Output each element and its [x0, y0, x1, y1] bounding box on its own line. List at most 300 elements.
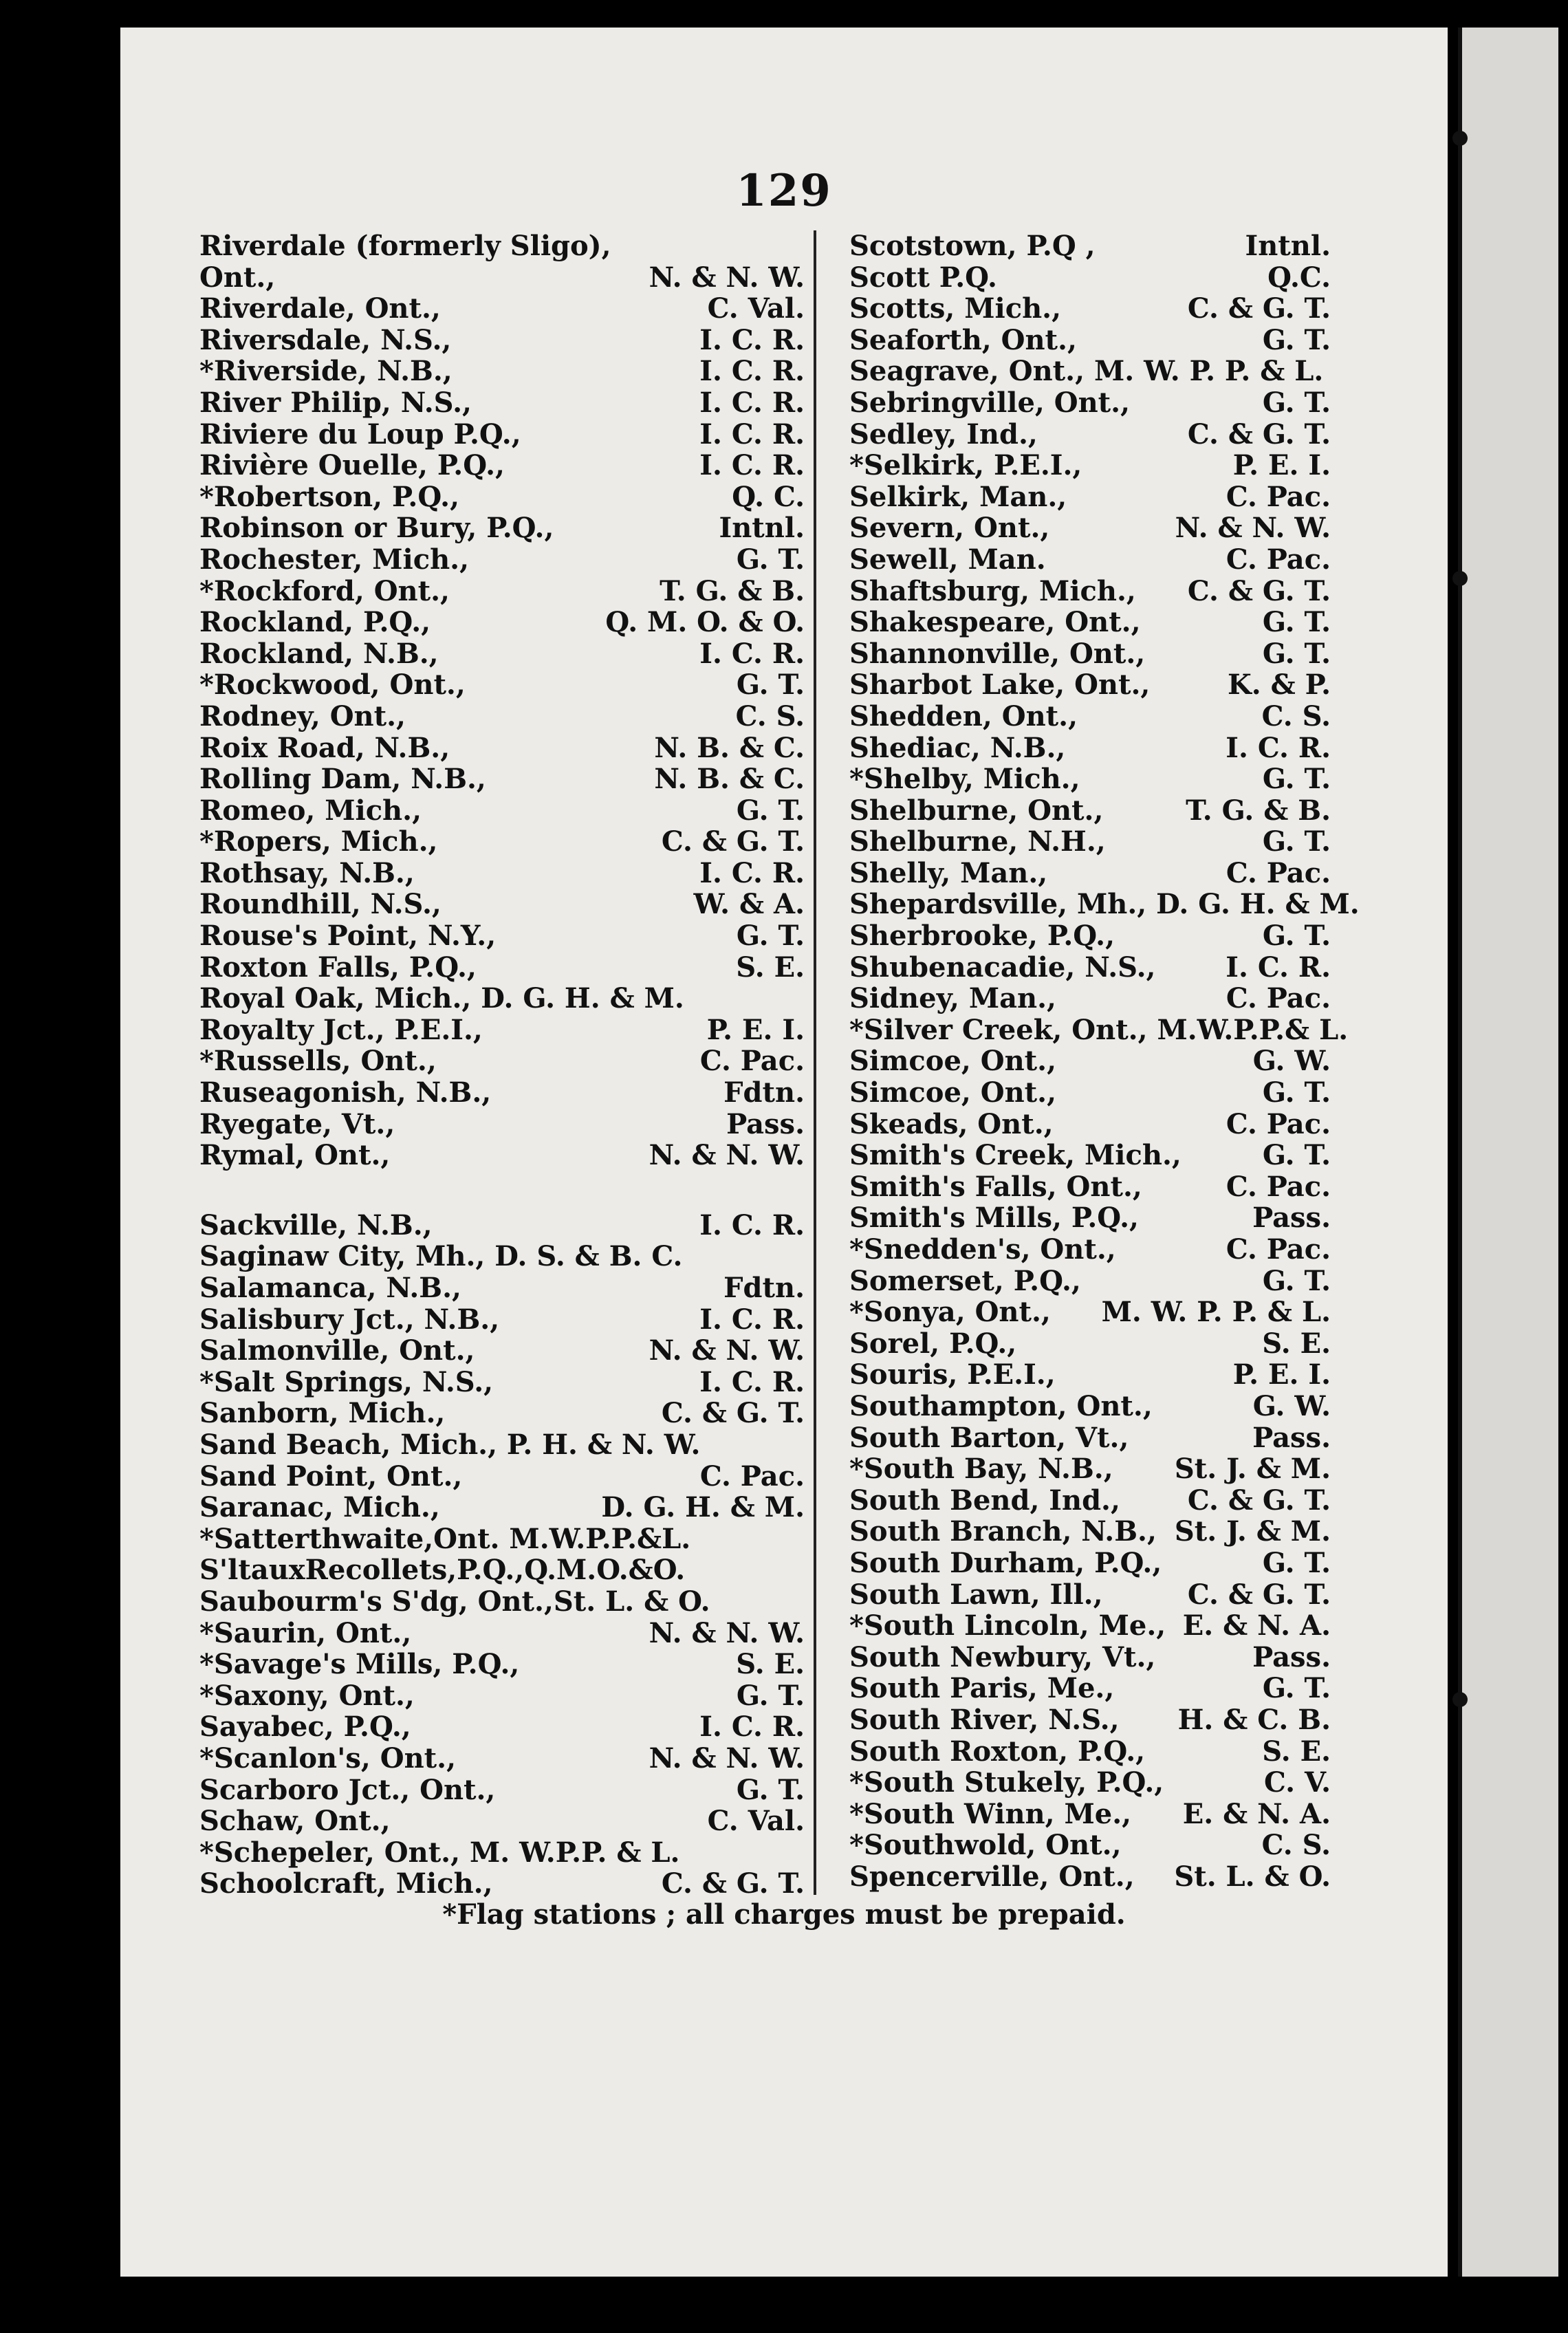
railway-code: I. C. R.: [1226, 951, 1331, 984]
station-name: Shubenacadie, N.S.,: [849, 951, 1156, 984]
left-station-column: [199, 230, 805, 1900]
station-name: *Robertson, P.Q.,: [199, 480, 460, 513]
station-name: Shediac, N.B.,: [849, 731, 1066, 764]
railway-code: C. & G. T.: [1187, 1578, 1331, 1611]
railway-code: [796, 983, 805, 1014]
railway-code: I. C. R.: [699, 856, 805, 889]
station-entry: [849, 1013, 1349, 1046]
column-divider: [814, 230, 816, 1895]
station-entry: [199, 1367, 805, 1398]
railway-code: N. & N. W.: [649, 1741, 805, 1775]
station-entry: [849, 1296, 1331, 1328]
station-name: Sayabec, P.Q.,: [199, 1711, 411, 1744]
station-entry: [849, 230, 1331, 262]
station-entry: [199, 1618, 805, 1649]
station-entry: [199, 450, 805, 481]
station-name: Salisbury Jct., N.B.,: [199, 1303, 500, 1336]
station-name: Riverdale, Ont.,: [199, 292, 441, 325]
station-entry: [199, 262, 805, 294]
station-name: *Rockford, Ont.,: [199, 574, 450, 607]
railway-code: C. V.: [1264, 1766, 1331, 1799]
station-name: Simcoe, Ont.,: [849, 1045, 1056, 1078]
station-entry: [199, 1868, 805, 1900]
railway-code: [1360, 889, 1368, 920]
station-entry: [849, 1799, 1331, 1830]
station-name: Seagrave, Ont., M. W. P. P. & L.: [849, 355, 1324, 388]
station-entry: [199, 669, 805, 701]
station-name: Somerset, P.Q.,: [849, 1264, 1081, 1297]
station-entry: [199, 481, 805, 513]
railway-code: C. & G. T.: [661, 1397, 805, 1430]
station-entry: [849, 1830, 1331, 1861]
railway-code: S. E.: [1262, 1735, 1331, 1768]
station-entry: [199, 733, 805, 764]
station-name: Rockland, P.Q.,: [199, 606, 431, 639]
railway-code: I. C. R.: [699, 417, 805, 451]
railway-code: S. E.: [1262, 1327, 1331, 1360]
station-name: South Paris, Me.,: [849, 1672, 1115, 1705]
station-name: Shelburne, Ont.,: [849, 794, 1104, 827]
station-entry: [199, 1272, 805, 1304]
station-name: South Barton, Vt.,: [849, 1421, 1129, 1454]
station-name: Simcoe, Ont.,: [849, 1076, 1056, 1109]
station-entry: [849, 419, 1331, 451]
station-name: Sorel, P.Q.,: [849, 1327, 1017, 1360]
railway-code: G. T.: [1262, 920, 1331, 953]
station-name: Sewell, Man.: [849, 543, 1046, 576]
railway-code: G. T.: [1262, 1076, 1331, 1109]
railway-code: C. S.: [735, 699, 805, 733]
station-entry: [849, 544, 1331, 576]
railway-code: E. & N. A.: [1182, 1609, 1331, 1642]
station-entry: [849, 387, 1331, 419]
railway-code: T. G. & B.: [660, 574, 805, 607]
railway-code: G. T.: [1262, 825, 1331, 858]
station-name: *Rockwood, Ont.,: [199, 669, 466, 702]
station-name: *Savage's Mills, P.Q.,: [199, 1648, 520, 1681]
station-name: Shepardsville, Mh., D. G. H. & M.: [849, 888, 1360, 921]
station-entry: [849, 1359, 1331, 1391]
right-station-column: [849, 230, 1360, 1893]
railway-code: I. C. R.: [699, 323, 805, 356]
station-name: South River, N.S.,: [849, 1703, 1120, 1736]
station-entry: [199, 952, 805, 984]
railway-code: G. T.: [1262, 763, 1331, 796]
railway-code: [796, 1429, 805, 1461]
binding-mark: [1452, 1692, 1468, 1707]
station-entry: [199, 858, 805, 889]
station-entry: [849, 1140, 1331, 1171]
railway-code: S. E.: [736, 1648, 805, 1681]
railway-code: I. C. R.: [699, 1208, 805, 1241]
railway-code: C. & G. T.: [1187, 417, 1331, 451]
station-name: Shedden, Ont.,: [849, 699, 1078, 733]
railway-code: C. Pac.: [1226, 856, 1331, 889]
railway-code: C. Val.: [707, 1805, 805, 1838]
station-name: Saginaw City, Mh., D. S. & B. C.: [199, 1240, 683, 1273]
station-name: South Bend, Ind.,: [849, 1484, 1120, 1517]
station-entry: [199, 544, 805, 576]
station-name: Scott P.Q.: [849, 261, 997, 294]
railway-code: W. & A.: [693, 888, 805, 921]
station-entry: [199, 763, 805, 795]
station-entry: [849, 638, 1331, 670]
station-name: *Scanlon's, Ont.,: [199, 1741, 456, 1775]
station-entry: [199, 576, 805, 607]
railway-code: P. E. I.: [1232, 449, 1331, 482]
station-entry: [199, 325, 805, 356]
station-name: Shakespeare, Ont.,: [849, 606, 1141, 639]
railway-code: H. & C. B.: [1177, 1703, 1331, 1736]
station-entry: [199, 1523, 805, 1555]
station-entry: [849, 1736, 1331, 1768]
railway-code: C. Pac.: [1226, 480, 1331, 513]
railway-code: C. Val.: [707, 292, 805, 325]
station-name: Ont.,: [199, 261, 276, 294]
railway-code: I. C. R.: [699, 1711, 805, 1744]
station-entry: [199, 701, 805, 733]
station-entry: [849, 888, 1360, 921]
railway-code: G. T.: [736, 920, 805, 953]
station-name: Sidney, Man.,: [849, 982, 1056, 1015]
railway-code: G. T.: [1262, 606, 1331, 639]
station-entry: [199, 889, 805, 920]
station-entry: [849, 262, 1331, 294]
station-entry: [849, 952, 1331, 984]
station-entry: [849, 733, 1331, 764]
station-name: S'ltauxRecollets,P.Q.,Q.M.O.&O.: [199, 1554, 686, 1587]
station-name: *Selkirk, P.E.I.,: [849, 449, 1082, 482]
railway-code: G. W.: [1252, 1045, 1331, 1078]
railway-code: N. & N. W.: [1175, 512, 1331, 545]
station-entry: [199, 356, 805, 387]
railway-code: I. C. R.: [699, 1303, 805, 1336]
railway-code: G. T.: [1262, 1139, 1331, 1172]
station-entry: [849, 481, 1331, 513]
station-entry: [199, 387, 805, 419]
station-entry: [849, 1234, 1331, 1266]
station-name: Riverdale (formerly Sligo),: [199, 230, 611, 262]
railway-code: Pass.: [726, 1107, 805, 1140]
station-name: Roix Road, N.B.,: [199, 731, 450, 764]
railway-code: [796, 1523, 805, 1555]
railway-code: St. J. & M.: [1174, 1453, 1331, 1486]
station-entry: [199, 1335, 805, 1367]
station-entry: [849, 1485, 1331, 1517]
station-entry: [199, 1140, 805, 1171]
station-entry: [849, 1548, 1331, 1579]
station-name: Rivière Ouelle, P.Q.,: [199, 449, 505, 482]
station-entry: [199, 1711, 805, 1743]
railway-code: Fdtn.: [723, 1076, 805, 1109]
station-entry: [849, 1453, 1331, 1485]
station-entry: [849, 1109, 1331, 1140]
station-name: South Lawn, Ill.,: [849, 1578, 1103, 1611]
station-entry: [849, 763, 1331, 795]
station-name: South Branch, N.B.,: [849, 1515, 1157, 1548]
station-name: Selkirk, Man.,: [849, 480, 1067, 513]
railway-code: P. E. I.: [706, 1013, 805, 1046]
station-name: Seaforth, Ont.,: [849, 323, 1077, 356]
footnote: *Flag stations ; all charges must be prepaid.: [442, 1898, 1126, 1931]
station-entry: [849, 1328, 1331, 1360]
station-name: *South Winn, Me.,: [849, 1797, 1132, 1830]
station-entry: [199, 1680, 805, 1712]
station-entry: [199, 1241, 805, 1272]
railway-code: Pass.: [1252, 1640, 1331, 1673]
station-entry: [199, 1398, 805, 1429]
railway-code: C. & G. T.: [661, 825, 805, 858]
station-name: Roundhill, N.S.,: [199, 888, 442, 921]
railway-code: N. & N. W.: [649, 1139, 805, 1172]
station-name: Ryegate, Vt.,: [199, 1107, 395, 1140]
station-name: Schaw, Ont.,: [199, 1805, 391, 1838]
railway-code: Q.C.: [1267, 261, 1331, 294]
station-name: Sharbot Lake, Ont.,: [849, 669, 1151, 702]
station-name: *Satterthwaite,Ont. M.W.P.P.&L.: [199, 1522, 691, 1555]
station-name: Sand Beach, Mich., P. H. & N. W.: [199, 1428, 701, 1461]
station-entry: [199, 1743, 805, 1775]
station-name: *Schepeler, Ont., M. W.P.P. & L.: [199, 1836, 680, 1869]
station-entry: [849, 356, 1331, 387]
station-name: Sebringville, Ont.,: [849, 386, 1131, 419]
station-entry: [199, 1649, 805, 1680]
railway-code: G. T.: [1262, 1264, 1331, 1297]
railway-code: G. T.: [736, 794, 805, 827]
station-name: Sedley, Ind.,: [849, 417, 1038, 451]
station-name: Scotts, Mich.,: [849, 292, 1062, 325]
station-name: Rochester, Mich.,: [199, 543, 470, 576]
station-name: Rothsay, N.B.,: [199, 856, 415, 889]
station-entry: [849, 1171, 1331, 1203]
station-entry: [199, 230, 805, 262]
station-entry: [199, 419, 805, 451]
station-entry: [849, 1266, 1331, 1297]
station-entry: [199, 1586, 805, 1618]
railway-code: G. T.: [1262, 1546, 1331, 1579]
station-entry: [199, 1805, 805, 1837]
station-name: *Southwold, Ont.,: [849, 1829, 1122, 1862]
railway-code: C. Pac.: [1226, 543, 1331, 576]
station-name: *Saxony, Ont.,: [199, 1679, 415, 1712]
railway-code: I. C. R.: [1226, 731, 1331, 764]
station-entry: [849, 920, 1331, 952]
railway-code: C. S.: [1261, 1829, 1331, 1862]
station-entry: [849, 1516, 1331, 1548]
railway-code: N. B. & C.: [654, 731, 805, 764]
facing-page-edge: [1458, 28, 1558, 2277]
railway-code: Q. M. O. & O.: [605, 606, 805, 639]
station-entry: [849, 858, 1331, 889]
station-name: Skeads, Ont.,: [849, 1107, 1054, 1140]
railway-code: C. Pac.: [1226, 1233, 1331, 1266]
station-name: Robinson or Bury, P.Q.,: [199, 512, 554, 545]
railway-code: C. & G. T.: [1187, 574, 1331, 607]
station-name: Sanborn, Mich.,: [199, 1397, 446, 1430]
station-name: Salmonville, Ont.,: [199, 1334, 475, 1367]
station-name: Royal Oak, Mich., D. G. H. & M.: [199, 982, 684, 1015]
railway-code: [796, 230, 805, 262]
railway-code: G. T.: [736, 669, 805, 702]
station-entry: [849, 1767, 1331, 1799]
railway-code: N. B. & C.: [654, 763, 805, 796]
station-entry: [849, 1202, 1331, 1234]
station-name: Rodney, Ont.,: [199, 699, 406, 733]
station-name: *South Bay, N.B.,: [849, 1453, 1113, 1486]
station-entry: [199, 1429, 805, 1461]
station-name: Smith's Creek, Mich.,: [849, 1139, 1182, 1172]
station-entry: [849, 325, 1331, 356]
railway-code: G. W.: [1252, 1389, 1331, 1422]
station-entry: [849, 607, 1331, 638]
station-name: Saubourm's S'dg, Ont.,St. L. & O.: [199, 1585, 710, 1618]
railway-code: C. & G. T.: [661, 1867, 805, 1900]
railway-code: C. Pac.: [699, 1460, 805, 1493]
station-name: Riversdale, N.S.,: [199, 323, 452, 356]
station-entry: [849, 512, 1331, 544]
station-entry: [849, 983, 1331, 1014]
page-number: 129: [736, 165, 832, 217]
station-name: Souris, P.E.I.,: [849, 1358, 1056, 1391]
railway-code: I. C. R.: [699, 386, 805, 419]
station-entry: [199, 1045, 805, 1077]
railway-code: I. C. R.: [699, 449, 805, 482]
railway-code: N. & N. W.: [649, 261, 805, 294]
station-name: Schoolcraft, Mich.,: [199, 1867, 493, 1900]
station-entry: [849, 576, 1331, 607]
railway-code: C. Pac.: [1226, 982, 1331, 1015]
station-entry: [199, 1210, 805, 1241]
station-name: Royalty Jct., P.E.I.,: [199, 1013, 483, 1046]
station-name: Smith's Mills, P.Q.,: [849, 1202, 1139, 1235]
railway-code: C. & G. T.: [1187, 1484, 1331, 1517]
station-entry: [199, 1554, 805, 1586]
station-entry: [849, 1579, 1331, 1611]
railway-code: G. T.: [1262, 323, 1331, 356]
station-name: Riviere du Loup P.Q.,: [199, 417, 521, 451]
station-name: *South Lincoln, Me.,: [849, 1609, 1166, 1642]
railway-code: G. T.: [1262, 1672, 1331, 1705]
station-name: *Shelby, Mich.,: [849, 763, 1080, 796]
station-entry: [849, 826, 1331, 858]
station-entry: [849, 450, 1331, 481]
station-entry: [849, 1422, 1331, 1454]
station-entry: [199, 638, 805, 670]
station-entry: [199, 1109, 805, 1140]
station-entry: [199, 1304, 805, 1336]
station-entry: [199, 826, 805, 858]
station-name: Rouse's Point, N.Y.,: [199, 920, 497, 953]
station-name: Smith's Falls, Ont.,: [849, 1170, 1142, 1203]
station-entry: [849, 1673, 1331, 1704]
station-name: Romeo, Mich.,: [199, 794, 422, 827]
railway-code: M. W. P. P. & L.: [1101, 1296, 1331, 1329]
station-name: Scotstown, P.Q ,: [849, 230, 1096, 262]
railway-code: I. C. R.: [699, 355, 805, 388]
railway-code: I. C. R.: [699, 637, 805, 670]
station-entry: [199, 1775, 805, 1806]
station-entry: [199, 607, 805, 638]
station-name: Shelly, Man.,: [849, 856, 1048, 889]
railway-code: C. Pac.: [1226, 1170, 1331, 1203]
railway-code: C. Pac.: [699, 1045, 805, 1078]
railway-code: G. T.: [736, 1679, 805, 1712]
station-name: *Saurin, Ont.,: [199, 1616, 412, 1649]
railway-code: E. & N. A.: [1182, 1797, 1331, 1830]
station-entry: [849, 1077, 1331, 1109]
railway-code: G. T.: [736, 543, 805, 576]
railway-code: Intnl.: [719, 512, 805, 545]
station-name: Shelburne, N.H.,: [849, 825, 1106, 858]
railway-code: [796, 1241, 805, 1272]
station-name: Sackville, N.B.,: [199, 1208, 433, 1241]
station-name: *Salt Springs, N.S.,: [199, 1365, 494, 1398]
railway-code: [1323, 356, 1331, 387]
station-name: Spencerville, Ont.,: [849, 1860, 1135, 1893]
railway-code: Pass.: [1252, 1421, 1331, 1454]
station-entry: [849, 1642, 1331, 1673]
station-name: Saranac, Mich.,: [199, 1491, 440, 1524]
railway-code: P. E. I.: [1232, 1358, 1331, 1391]
station-entry: [199, 920, 805, 952]
railway-code: G. T.: [736, 1773, 805, 1806]
station-entry: [849, 1610, 1331, 1642]
railway-code: G. T.: [1262, 637, 1331, 670]
railway-code: I. C. R.: [699, 1365, 805, 1398]
station-entry: [849, 1391, 1331, 1422]
railway-code: C. & G. T.: [1187, 292, 1331, 325]
station-entry: [199, 1014, 805, 1046]
station-name: *South Stukely, P.Q.,: [849, 1766, 1164, 1799]
station-name: *Silver Creek, Ont., M.W.P.P.& L.: [849, 1013, 1349, 1046]
station-name: Shaftsburg, Mich.,: [849, 574, 1136, 607]
station-name: *Russells, Ont.,: [199, 1045, 437, 1078]
station-entry: [199, 1837, 805, 1869]
station-name: Ruseagonish, N.B.,: [199, 1076, 492, 1109]
railway-code: Q. C.: [732, 480, 805, 513]
binding-mark: [1452, 571, 1468, 586]
station-entry: [199, 983, 805, 1014]
station-name: Scarboro Jct., Ont.,: [199, 1773, 496, 1806]
railway-code: C. S.: [1261, 699, 1331, 733]
station-entry: [199, 795, 805, 827]
railway-code: Fdtn.: [723, 1272, 805, 1304]
section-gap: [199, 1171, 805, 1210]
station-entry: [199, 512, 805, 544]
station-name: Sand Point, Ont.,: [199, 1460, 463, 1493]
station-entry: [199, 1461, 805, 1493]
railway-code: St. J. & M.: [1174, 1515, 1331, 1548]
station-entry: [849, 701, 1331, 733]
station-entry: [199, 1492, 805, 1523]
station-name: Rockland, N.B.,: [199, 637, 439, 670]
railway-code: [1348, 1014, 1356, 1046]
railway-code: D. G. H. & M.: [601, 1491, 805, 1524]
station-name: *Riverside, N.B.,: [199, 355, 453, 388]
railway-code: [796, 1837, 805, 1869]
station-name: Salamanca, N.B.,: [199, 1272, 461, 1304]
railway-code: Intnl.: [1245, 230, 1331, 262]
station-entry: [199, 1077, 805, 1109]
railway-code: C. Pac.: [1226, 1107, 1331, 1140]
station-name: Roxton Falls, P.Q.,: [199, 951, 477, 984]
station-name: *Sonya, Ont.,: [849, 1296, 1051, 1329]
station-name: Southampton, Ont.,: [849, 1389, 1153, 1422]
station-name: South Newbury, Vt.,: [849, 1640, 1156, 1673]
railway-code: G. T.: [1262, 386, 1331, 419]
railway-code: Pass.: [1252, 1202, 1331, 1235]
binding-mark: [1452, 131, 1468, 146]
